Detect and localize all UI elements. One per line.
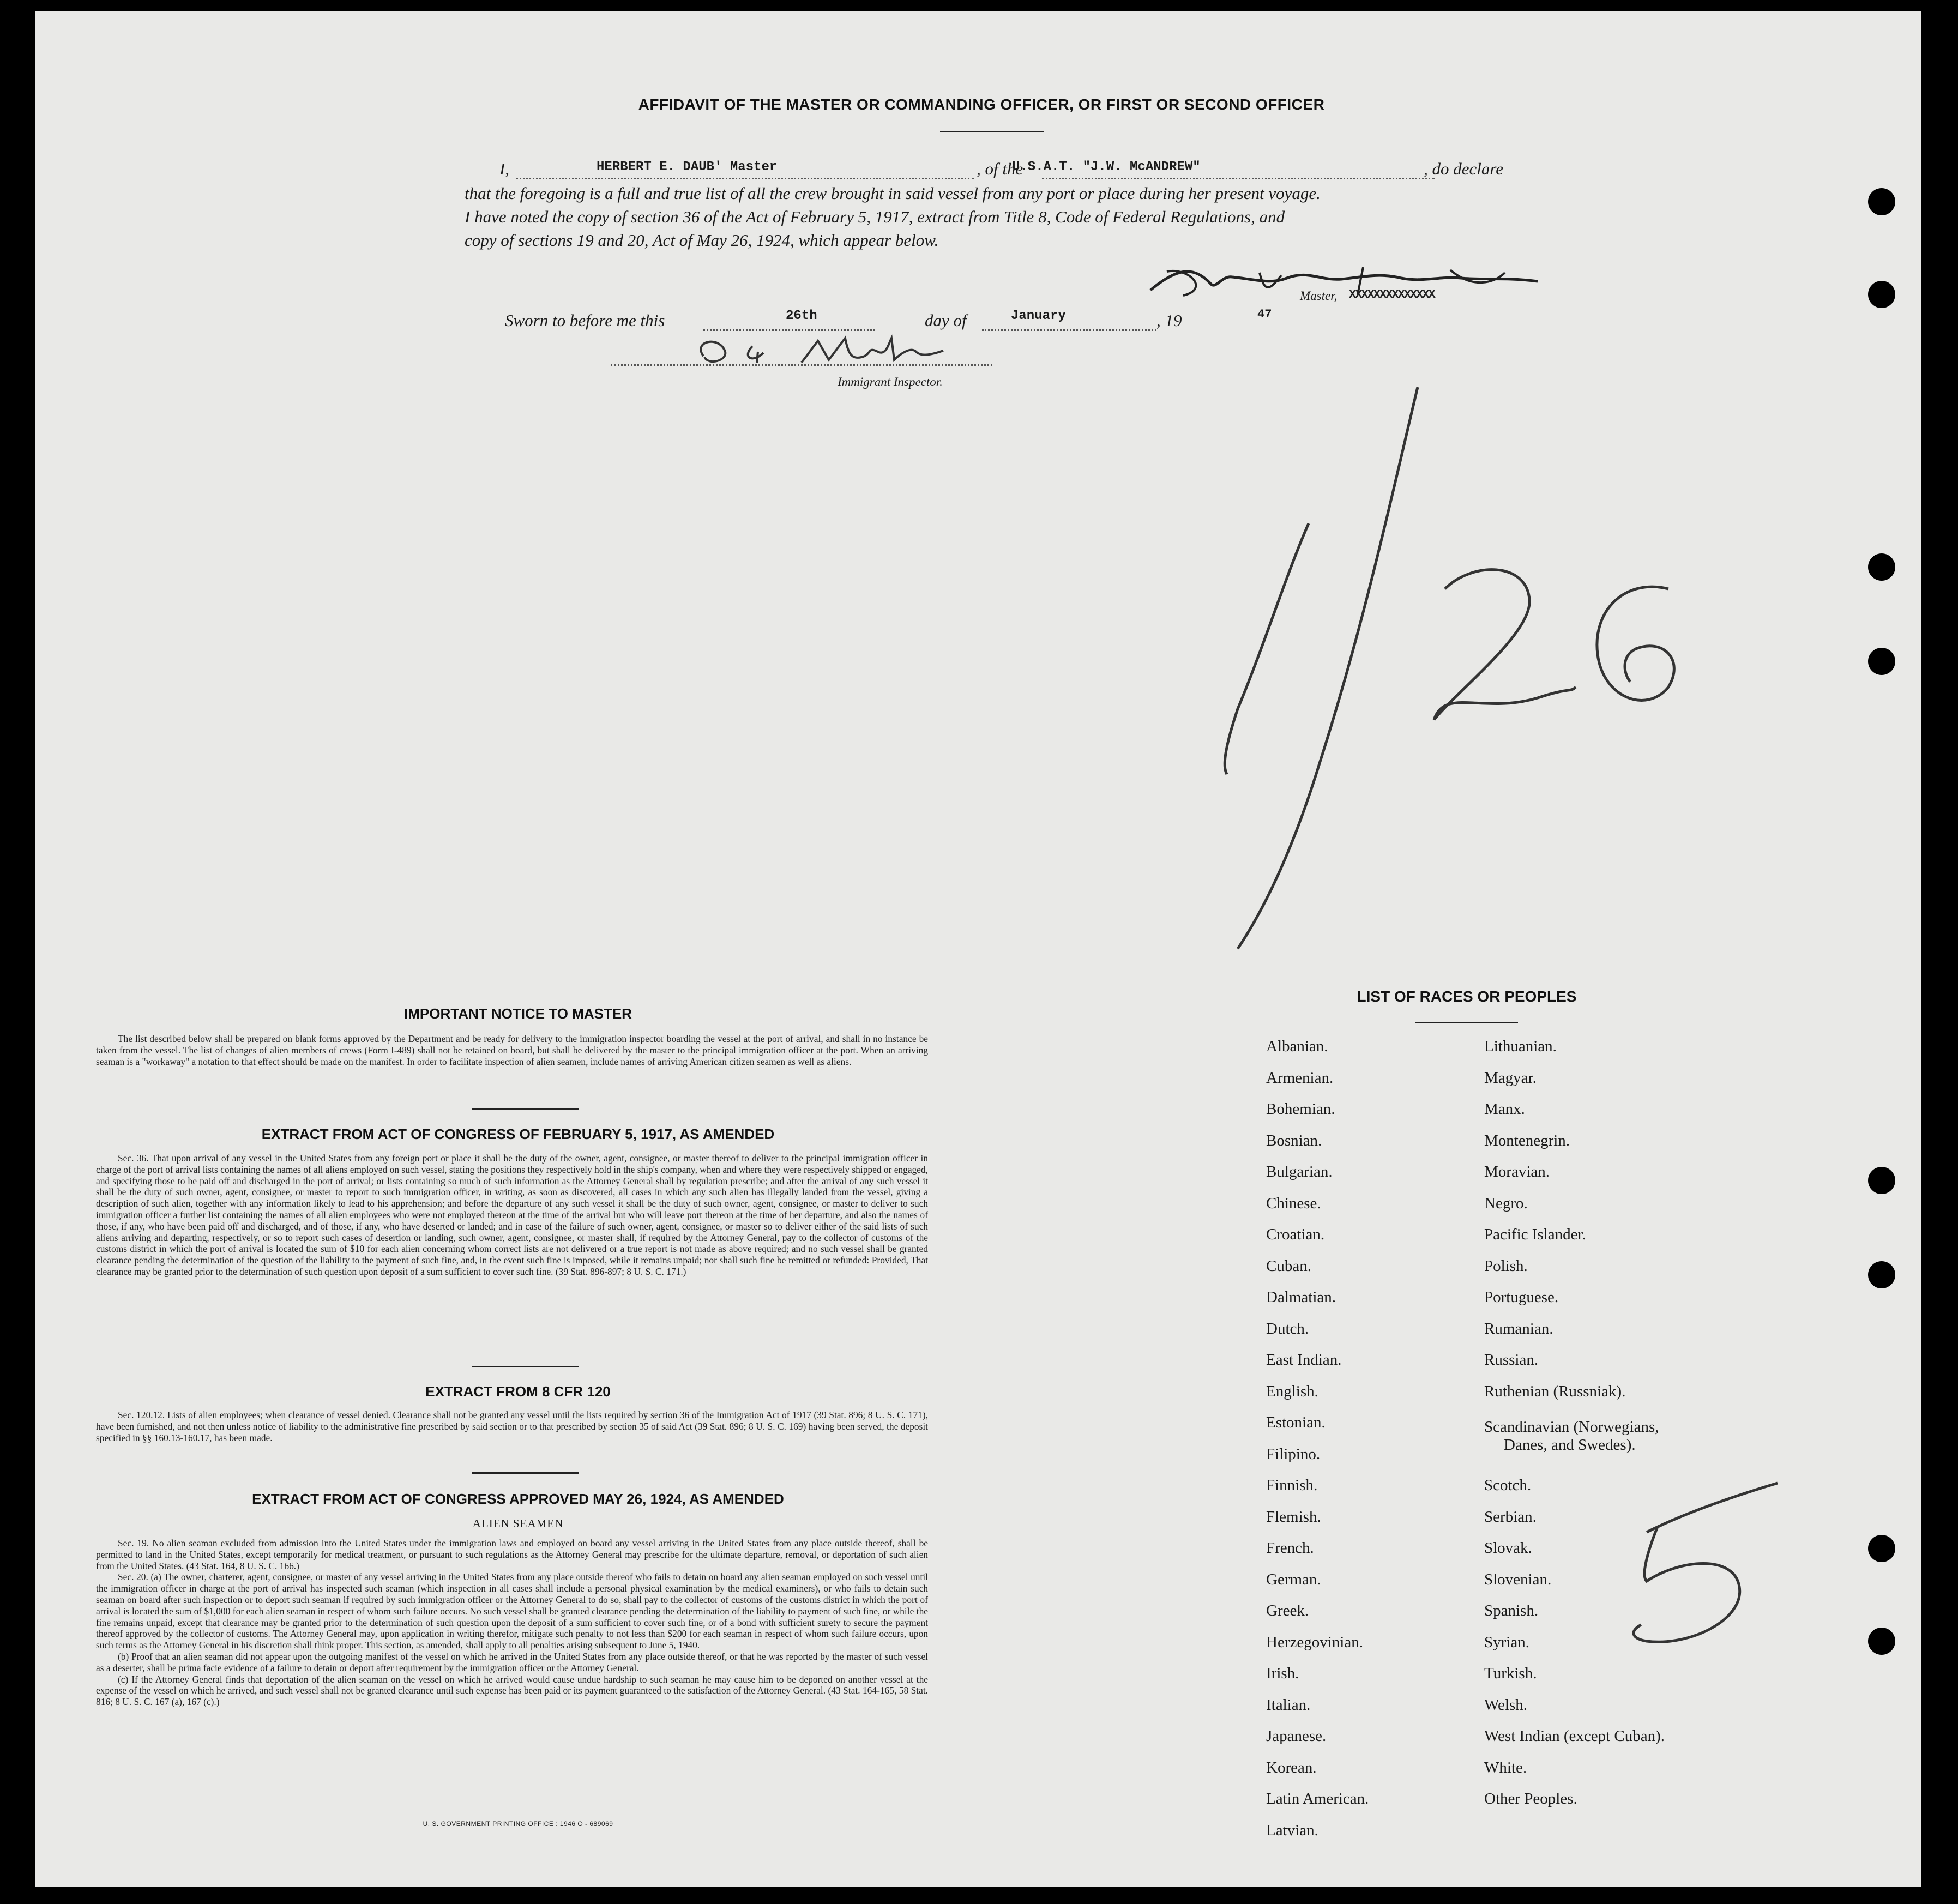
- handwritten-stroke: [1634, 1527, 1740, 1642]
- race-item: English.: [1266, 1382, 1318, 1400]
- handwritten-date-mark: [1200, 382, 1745, 981]
- printer-imprint: U. S. GOVERNMENT PRINTING OFFICE : 1946 O - 689069: [423, 1820, 613, 1828]
- race-item: Manx.: [1484, 1100, 1525, 1118]
- signature-stroke: [1150, 272, 1538, 290]
- sworn-month-line: [982, 329, 1156, 331]
- handwritten-stroke: [1225, 523, 1309, 774]
- race-item: Dutch.: [1266, 1319, 1309, 1337]
- race-item: Pacific Islander.: [1484, 1226, 1586, 1243]
- race-item: Flemish.: [1266, 1508, 1321, 1526]
- race-item: Italian.: [1266, 1696, 1311, 1714]
- inspector-signature: [692, 330, 976, 379]
- punch-hole: [1868, 553, 1895, 581]
- section-20a-paragraph: Sec. 20. (a) The owner, charterer, agent, consignee, or master of any vessel arriving in the United States from any place outside thereof who fails to detain on board any alien seaman employed on such vessel until the immigration officer in charge at the port of arrival has inspected such seaman (which inspection in all cases shall include a personal physical examination by the medical examiners), or who fails to detain such seaman on board after such inspection or to deport such seaman if required by such immigration officer or the Attorney General to do so, shall pay to the collector of customs of the customs district in which the port of arrival is located the sum of $1,000 for each alien seaman in respect of whom such failure occurs. No such vessel shall be granted clearance pending the determination of the liability to payment of such fine, or while the fine remains unpaid, except that clearance may be granted prior to the determination of such question upon the deposit of a sum sufficient to cover such fine, or of a bond with sufficient surety to secure the payment thereof approved by the collector of customs. The Attorney General may, upon application in writing therefor, mitigate such penalty to not less than $200 for each seaman in respect of whom such failure occurs, upon such terms as the Attorney General in his discretion shall think proper. This section, as amended, shall apply to all penalties arising subsequent to June 5, 1940.: [96, 1571, 928, 1651]
- punch-hole: [1868, 648, 1895, 675]
- handwritten-count-mark: [1614, 1472, 1788, 1647]
- race-item: Scotch.: [1484, 1477, 1532, 1494]
- divider: [472, 1472, 579, 1474]
- punch-hole: [1868, 281, 1895, 308]
- notice-body: [96, 1033, 928, 1067]
- race-item: Estonian.: [1266, 1414, 1326, 1431]
- sworn-month: January: [1011, 309, 1066, 323]
- struck-title: XXXXXXXXXXXXXX: [1349, 288, 1435, 302]
- race-item: Rumanian.: [1484, 1319, 1553, 1337]
- divider: [472, 1108, 579, 1110]
- race-item: Finnish.: [1266, 1477, 1318, 1494]
- alien-seamen-subtitle: ALIEN SEAMEN: [472, 1517, 564, 1530]
- extract-1924-title: EXTRACT FROM ACT OF CONGRESS APPROVED MAY 26, 1924, AS AMENDED: [252, 1491, 784, 1507]
- notice-paragraph: The list described below shall be prepared on blank forms approved by the Department and be ready for delivery to the immigration inspector boarding the vessel at the port of arrival, and shall in no instance be taken from the vessel. The list of changes of alien members of crews (Form I-489) shall not be retained on board, but shall be delivered by the master to the principal immigration officer at the port. When an arriving seaman is a "workaway" a notation to that effect should be made on the manifest. In order to facilitate inspection of alien seamen, include names of arriving American citizen seamen as well as aliens.: [96, 1033, 928, 1067]
- race-item: Danes, and Swedes).: [1504, 1436, 1636, 1454]
- handwritten-stroke: [1647, 1483, 1778, 1532]
- declaration-line-1: [467, 159, 1525, 181]
- master-name-line: [516, 178, 974, 179]
- punch-hole: [1868, 1535, 1895, 1562]
- notice-title: IMPORTANT NOTICE TO MASTER: [404, 1005, 632, 1022]
- race-item: Russian.: [1484, 1351, 1539, 1369]
- race-item: Chinese.: [1266, 1194, 1321, 1212]
- master-name: HERBERT E. DAUB' Master: [597, 160, 778, 174]
- section-20c-paragraph: (c) If the Attorney General finds that deportation of the alien seaman on the vessel on which he arrived would cause undue hardship to such seaman he may cause him to be deported on another vessel at the expense of the vessel on which he arrived, and such vessel shall not be granted clearance until such expense has been paid or its payment guaranteed to the satisfaction of the Attorney General. (43 Stat. 164-165, 58 Stat. 816; 8 U. S. C. 167 (a), 167 (c).): [96, 1673, 928, 1708]
- section-19-paragraph: Sec. 19. No alien seaman excluded from admission into the United States under the immigration laws and employed on board any vessel arriving in the United States from any place outside thereof, shall be permitted to land in the United States, except temporarily for medical treatment, or pursuant to such regulations as the Attorney General may prescribe for the ultimate departure, removal, or deportation of such alien from the United States. (43 Stat. 164, 8 U. S. C. 166.): [96, 1538, 928, 1571]
- race-item: Montenegrin.: [1484, 1131, 1570, 1149]
- race-item: Croatian.: [1266, 1226, 1325, 1243]
- extract-1917-body: [96, 1153, 928, 1278]
- master-signature: [1145, 256, 1549, 311]
- race-item: Negro.: [1484, 1194, 1528, 1212]
- race-item: Slovenian.: [1484, 1570, 1552, 1588]
- handwritten-stroke: [1434, 570, 1576, 720]
- inspector-signature-line: [611, 364, 992, 366]
- race-item: Japanese.: [1266, 1727, 1327, 1745]
- race-item: Slovak.: [1484, 1539, 1532, 1557]
- race-item: Other Peoples.: [1484, 1790, 1577, 1807]
- race-item: Ruthenian (Russniak).: [1484, 1382, 1626, 1400]
- race-item: Irish.: [1266, 1665, 1299, 1682]
- section-36-paragraph: Sec. 36. That upon arrival of any vessel in the United States from any foreign port or place it shall be the duty of the owner, agent, consignee, or master thereof to deliver to the principal immigration officer in charge of the port of arrival lists containing the names of all aliens employed on such vessel, stating the positions they respectively hold in the ship's company, when and where they were respectively shipped or engaged, and specifying those to be paid off and discharged in the port of arrival; or lists containing so much of such information as the Attorney General shall by regulation prescribe; and after the arrival of any such vessel it shall be the duty of such owner, agent, consignee, or master to report to such immigration officer, in writing, as soon as discovered, all cases in which any such alien has illegally landed from the vessel, giving a description of such alien, together with any information likely to lead to his apprehension; and before the departure of any such vessel it shall be the duty of such owner, agent, consignee, or master to deliver to such immigration officer a further list containing the names of all alien employees who were not employed thereon at the time of the arrival but who will leave port thereon at the time of her departure, and also the names of those, if any, who have been paid off and discharged, and of those, if any, who have deserted or landed; and in case of the failure of such owner, agent, consignee, or master so to deliver either of the said lists of such aliens arriving and departing, respectively, or so to report such cases of desertion or landing, such owner, agent, consignee, or master shall, if required by the Attorney General, pay to the collector of customs of the customs district in which the port of arrival is located the sum of $10 for each alien concerning whom correct lists are not delivered or a true report is not made as above required; and no such vessel shall be granted clearance pending the determination of the question of the liability to the payment of such fine, and, in the event such fine is imposed, while it remains unpaid; nor shall such fine be remitted or refunded: Provided, That clearance may be granted prior to the determination of such question upon deposit of a sum sufficient to cover such fine. (39 Stat. 896-897; 8 U. S. C. 171.): [96, 1153, 928, 1277]
- handwritten-stroke: [1597, 587, 1674, 700]
- race-item: Latin American.: [1266, 1790, 1369, 1807]
- signature-stroke: [802, 338, 943, 363]
- signature-stroke: [701, 342, 763, 363]
- race-item: Armenian.: [1266, 1069, 1334, 1087]
- race-item: Magyar.: [1484, 1069, 1537, 1087]
- race-item: Portuguese.: [1484, 1288, 1559, 1306]
- vessel-name: U.S.A.T. "J.W. McANDREW": [1012, 160, 1201, 174]
- handwritten-stroke: [1238, 387, 1418, 949]
- sworn-year: 47: [1257, 308, 1272, 321]
- races-title: LIST OF RACES OR PEOPLES: [1357, 988, 1577, 1005]
- race-item: French.: [1266, 1539, 1314, 1557]
- text-of-the: , of the: [977, 159, 1023, 178]
- race-item: Bosnian.: [1266, 1131, 1322, 1149]
- race-item: White.: [1484, 1758, 1527, 1776]
- extract-cfr-body: [96, 1409, 928, 1443]
- race-item: Korean.: [1266, 1758, 1317, 1776]
- race-item: Bohemian.: [1266, 1100, 1335, 1118]
- signature-caption: Master,: [1300, 289, 1338, 303]
- extract-1924-body: [96, 1538, 928, 1708]
- divider: [472, 1366, 579, 1367]
- section-20b-paragraph: (b) Proof that an alien seaman did not appear upon the outgoing manifest of the vessel on which he arrived in the United States from any place outside thereof, or that he was reported by the master of such vessel as a deserter, shall be prima facie evidence of a failure to detain or deport after requirement by the immigration officer or the Attorney General.: [96, 1650, 928, 1673]
- race-item: Moravian.: [1484, 1163, 1550, 1180]
- declaration-line-3: I have noted the copy of section 36 of the Act of February 5, 1917, extract from Title 8, Code of Federal Regulations, and: [465, 207, 1285, 226]
- race-item: Filipino.: [1266, 1445, 1321, 1463]
- race-item: Syrian.: [1484, 1633, 1529, 1651]
- punch-hole: [1868, 1628, 1895, 1655]
- race-item: Herzegovinian.: [1266, 1633, 1363, 1651]
- race-item: German.: [1266, 1570, 1321, 1588]
- extract-cfr-title: EXTRACT FROM 8 CFR 120: [425, 1383, 611, 1400]
- race-item: Welsh.: [1484, 1696, 1528, 1714]
- race-item: Bulgarian.: [1266, 1163, 1333, 1180]
- section-120-paragraph: Sec. 120.12. Lists of alien employees; when clearance of vessel denied. Clearance shall not be granted any vessel until the lists required by section 36 of the Immigration Act of 1917 (39 Stat. 896; 8 U. S. C. 171), have been furnished, and not then unless notice of liability to the administrative fine prescribed by said section or to that prescribed by section 35 of said Act (39 Stat. 896; 8 U. S. C. 169) having been served, the deposit specified in §§ 160.13-160.17, has been made.: [96, 1409, 928, 1443]
- declaration-line-2: that the foregoing is a full and true list of all the crew brought in said vessel from any port or place during her present voyage.: [465, 184, 1321, 203]
- vessel-name-line: [1042, 178, 1435, 179]
- race-item: Cuban.: [1266, 1257, 1311, 1275]
- text-do-declare: , do declare: [1424, 159, 1504, 178]
- race-item: Latvian.: [1266, 1821, 1318, 1839]
- sworn-prefix: Sworn to before me this: [505, 311, 665, 330]
- race-item: Turkish.: [1484, 1665, 1537, 1682]
- punch-hole: [1868, 1167, 1895, 1194]
- declaration-line-4: copy of sections 19 and 20, Act of May 26, 1924, which appear below.: [465, 231, 939, 250]
- race-item: East Indian.: [1266, 1351, 1342, 1369]
- punch-hole: [1868, 188, 1895, 215]
- sworn-day: 26th: [786, 309, 817, 323]
- extract-1917-title: EXTRACT FROM ACT OF CONGRESS OF FEBRUARY 5, 1917, AS AMENDED: [261, 1126, 775, 1142]
- text-i: I,: [499, 159, 510, 178]
- handwritten-count-text: [0, 0, 1, 1]
- race-item: Albanian.: [1266, 1038, 1328, 1055]
- affidavit-title: AFFIDAVIT OF THE MASTER OR COMMANDING OFFICER, OR FIRST OR SECOND OFFICER: [638, 96, 1325, 113]
- divider: [940, 131, 1044, 132]
- text-year-prefix: , 19: [1156, 311, 1182, 330]
- inspector-caption: Immigrant Inspector.: [838, 375, 943, 389]
- race-item: West Indian (except Cuban).: [1484, 1727, 1665, 1745]
- race-item: Dalmatian.: [1266, 1288, 1336, 1306]
- race-item: Greek.: [1266, 1602, 1309, 1619]
- race-item: Serbian.: [1484, 1508, 1537, 1526]
- divider: [1415, 1022, 1518, 1023]
- race-item: Polish.: [1484, 1257, 1528, 1275]
- race-item: Spanish.: [1484, 1602, 1539, 1619]
- race-item: Scandinavian (Norwegians,: [1484, 1418, 1659, 1436]
- race-item: Lithuanian.: [1484, 1038, 1557, 1055]
- text-day-of: day of: [925, 311, 967, 330]
- punch-hole: [1868, 1261, 1895, 1288]
